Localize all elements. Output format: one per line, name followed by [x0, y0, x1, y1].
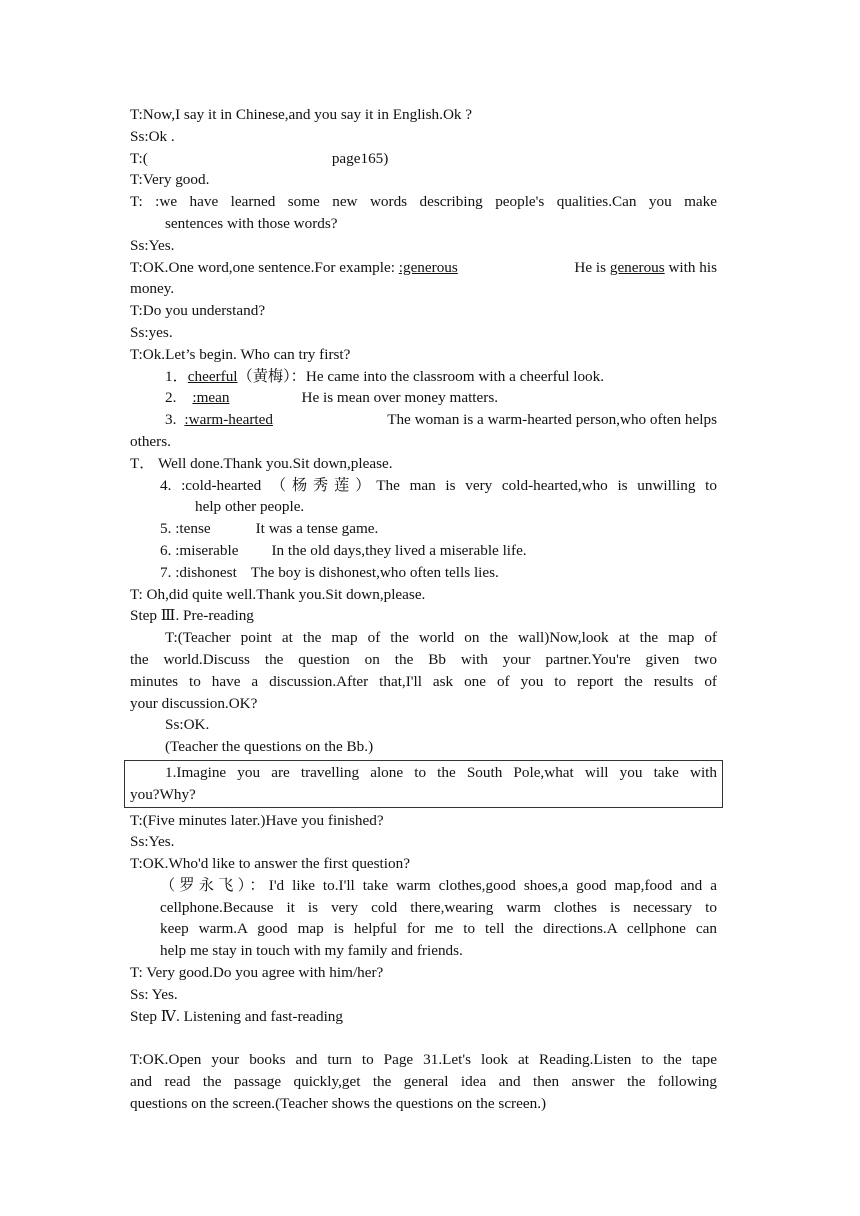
vocab-item: 7. :dishonest: [160, 563, 237, 581]
example-sentence: He is mean over money matters.: [301, 389, 499, 407]
dialogue-line: T:OK.Who'd like to answer the first question?: [130, 855, 410, 873]
blank-line: [130, 1027, 717, 1049]
student-answer-line: keep warm.A good map is helpful for me to tell the directions.A cellphone can: [160, 920, 717, 938]
vocab-word: cheerful: [187, 367, 238, 385]
dialogue-line: T: Oh,did quite well.Thank you.Sit down,please.: [130, 585, 426, 603]
paragraph-line: T:(Teacher point at the map of the world on the wall)Now,look at the map of: [165, 629, 717, 647]
item-number: 2.: [165, 389, 177, 407]
example-sentence: In the old days,they lived a miserable life.: [271, 541, 527, 559]
dialogue-line: Ss:yes.: [130, 323, 173, 341]
paragraph-line: questions on the screen.(Teacher shows the questions on the screen.): [130, 1094, 547, 1112]
vocab-example-1: [130, 366, 717, 388]
dialogue-line: others.: [130, 432, 171, 450]
paragraph-line: T:OK.Open your books and turn to Page 31.Let's look at Reading.Listen to the tape: [130, 1051, 717, 1069]
example-sentence: The woman is a warm-hearted person,who often helps: [387, 411, 717, 429]
paragraph-line: and read the passage quickly,get the general idea and then answer the following: [130, 1073, 717, 1091]
dialogue-line: (Teacher the questions on the Bb.): [165, 738, 374, 756]
vocab-word: :generous: [398, 258, 458, 276]
vocab-example-4-cont: help other people.: [195, 498, 305, 516]
paragraph-line: the world.Discuss the question on the Bb with your partner.You're given two: [130, 650, 717, 668]
paragraph-line: minutes to have a discussion.After that,I'll ask one of you to report the results of: [130, 672, 717, 690]
dialogue-line: T:(Five minutes later.)Have you finished?: [130, 811, 384, 829]
dialogue-line: T． Well done.Thank you.Sit down,please.: [130, 454, 393, 472]
vocab-example-4: 4. :cold-hearted （杨秀莲）The man is very cold-hearted,who is unwilling to: [160, 476, 717, 494]
dialogue-line: Ss:OK.: [165, 716, 210, 734]
dialogue-line: [130, 257, 717, 279]
dialogue-line: [130, 148, 717, 170]
dialogue-line: Ss: Yes.: [130, 985, 178, 1003]
question-line: you?Why?: [130, 785, 196, 803]
vocab-example-5: [130, 518, 717, 540]
line-text: He is: [574, 258, 610, 276]
vocab-item: 6. :miserable: [160, 541, 239, 559]
line-text: with his: [664, 258, 717, 276]
line-text: T:(: [130, 149, 148, 167]
dialogue-line: money.: [130, 280, 175, 298]
vocab-example-7: [130, 562, 717, 584]
paragraph-line: your discussion.OK?: [130, 694, 258, 712]
dialogue-line: T:Very good.: [130, 171, 210, 189]
item-number: 3.: [165, 411, 177, 429]
student-answer-line: help me stay in touch with my family and friends.: [160, 942, 463, 960]
question-line: 1.Imagine you are travelling alone to the South Pole,what will you take with: [165, 763, 717, 781]
vocab-item: 5. :tense: [160, 520, 211, 538]
dialogue-line: T: Very good.Do you agree with him/her?: [130, 964, 384, 982]
blackboard-question-box: [124, 760, 723, 808]
vocab-word: generous: [609, 258, 665, 276]
example-sentence: It was a tense game.: [255, 520, 379, 538]
dialogue-line: sentences with those words?: [165, 214, 338, 232]
step-heading: Step Ⅳ. Listening and fast-reading: [130, 1007, 343, 1025]
vocab-word: :warm-hearted: [184, 411, 273, 429]
example-sentence: （黄梅）：He came into the classroom with a cheerful look.: [237, 367, 605, 385]
student-answer-line: （罗永飞）：I'd like to.I'll take warm clothes,good shoes,a good map,food and a: [160, 876, 717, 894]
step-heading: Step Ⅲ. Pre-reading: [130, 607, 254, 625]
vocab-word: :mean: [192, 389, 230, 407]
page-reference: page165): [331, 149, 389, 167]
dialogue-line: T:Now,I say it in Chinese,and you say it in English.Ok ?: [130, 106, 473, 123]
dialogue-line: T:Do you understand?: [130, 302, 266, 320]
dialogue-line: Ss:Ok .: [130, 127, 175, 145]
vocab-example-2: [130, 387, 717, 409]
student-answer-line: cellphone.Because it is very cold there,wearing warm clothes is necessary to: [160, 898, 717, 916]
dialogue-line: T: :we have learned some new words describing people's qualities.Can you make: [130, 193, 717, 211]
line-text: T:OK.One word,one sentence.For example:: [130, 258, 399, 276]
document-page: [130, 104, 717, 1115]
example-sentence: The boy is dishonest,who often tells lies.: [250, 563, 499, 581]
dialogue-line: T:Ok.Let’s begin. Who can try first?: [130, 345, 351, 363]
vocab-example-3: [130, 409, 717, 431]
vocab-example-6: [130, 540, 717, 562]
dialogue-line: Ss:Yes.: [130, 236, 175, 254]
dialogue-line: Ss:Yes.: [130, 833, 175, 851]
item-number: 1．: [165, 367, 188, 385]
